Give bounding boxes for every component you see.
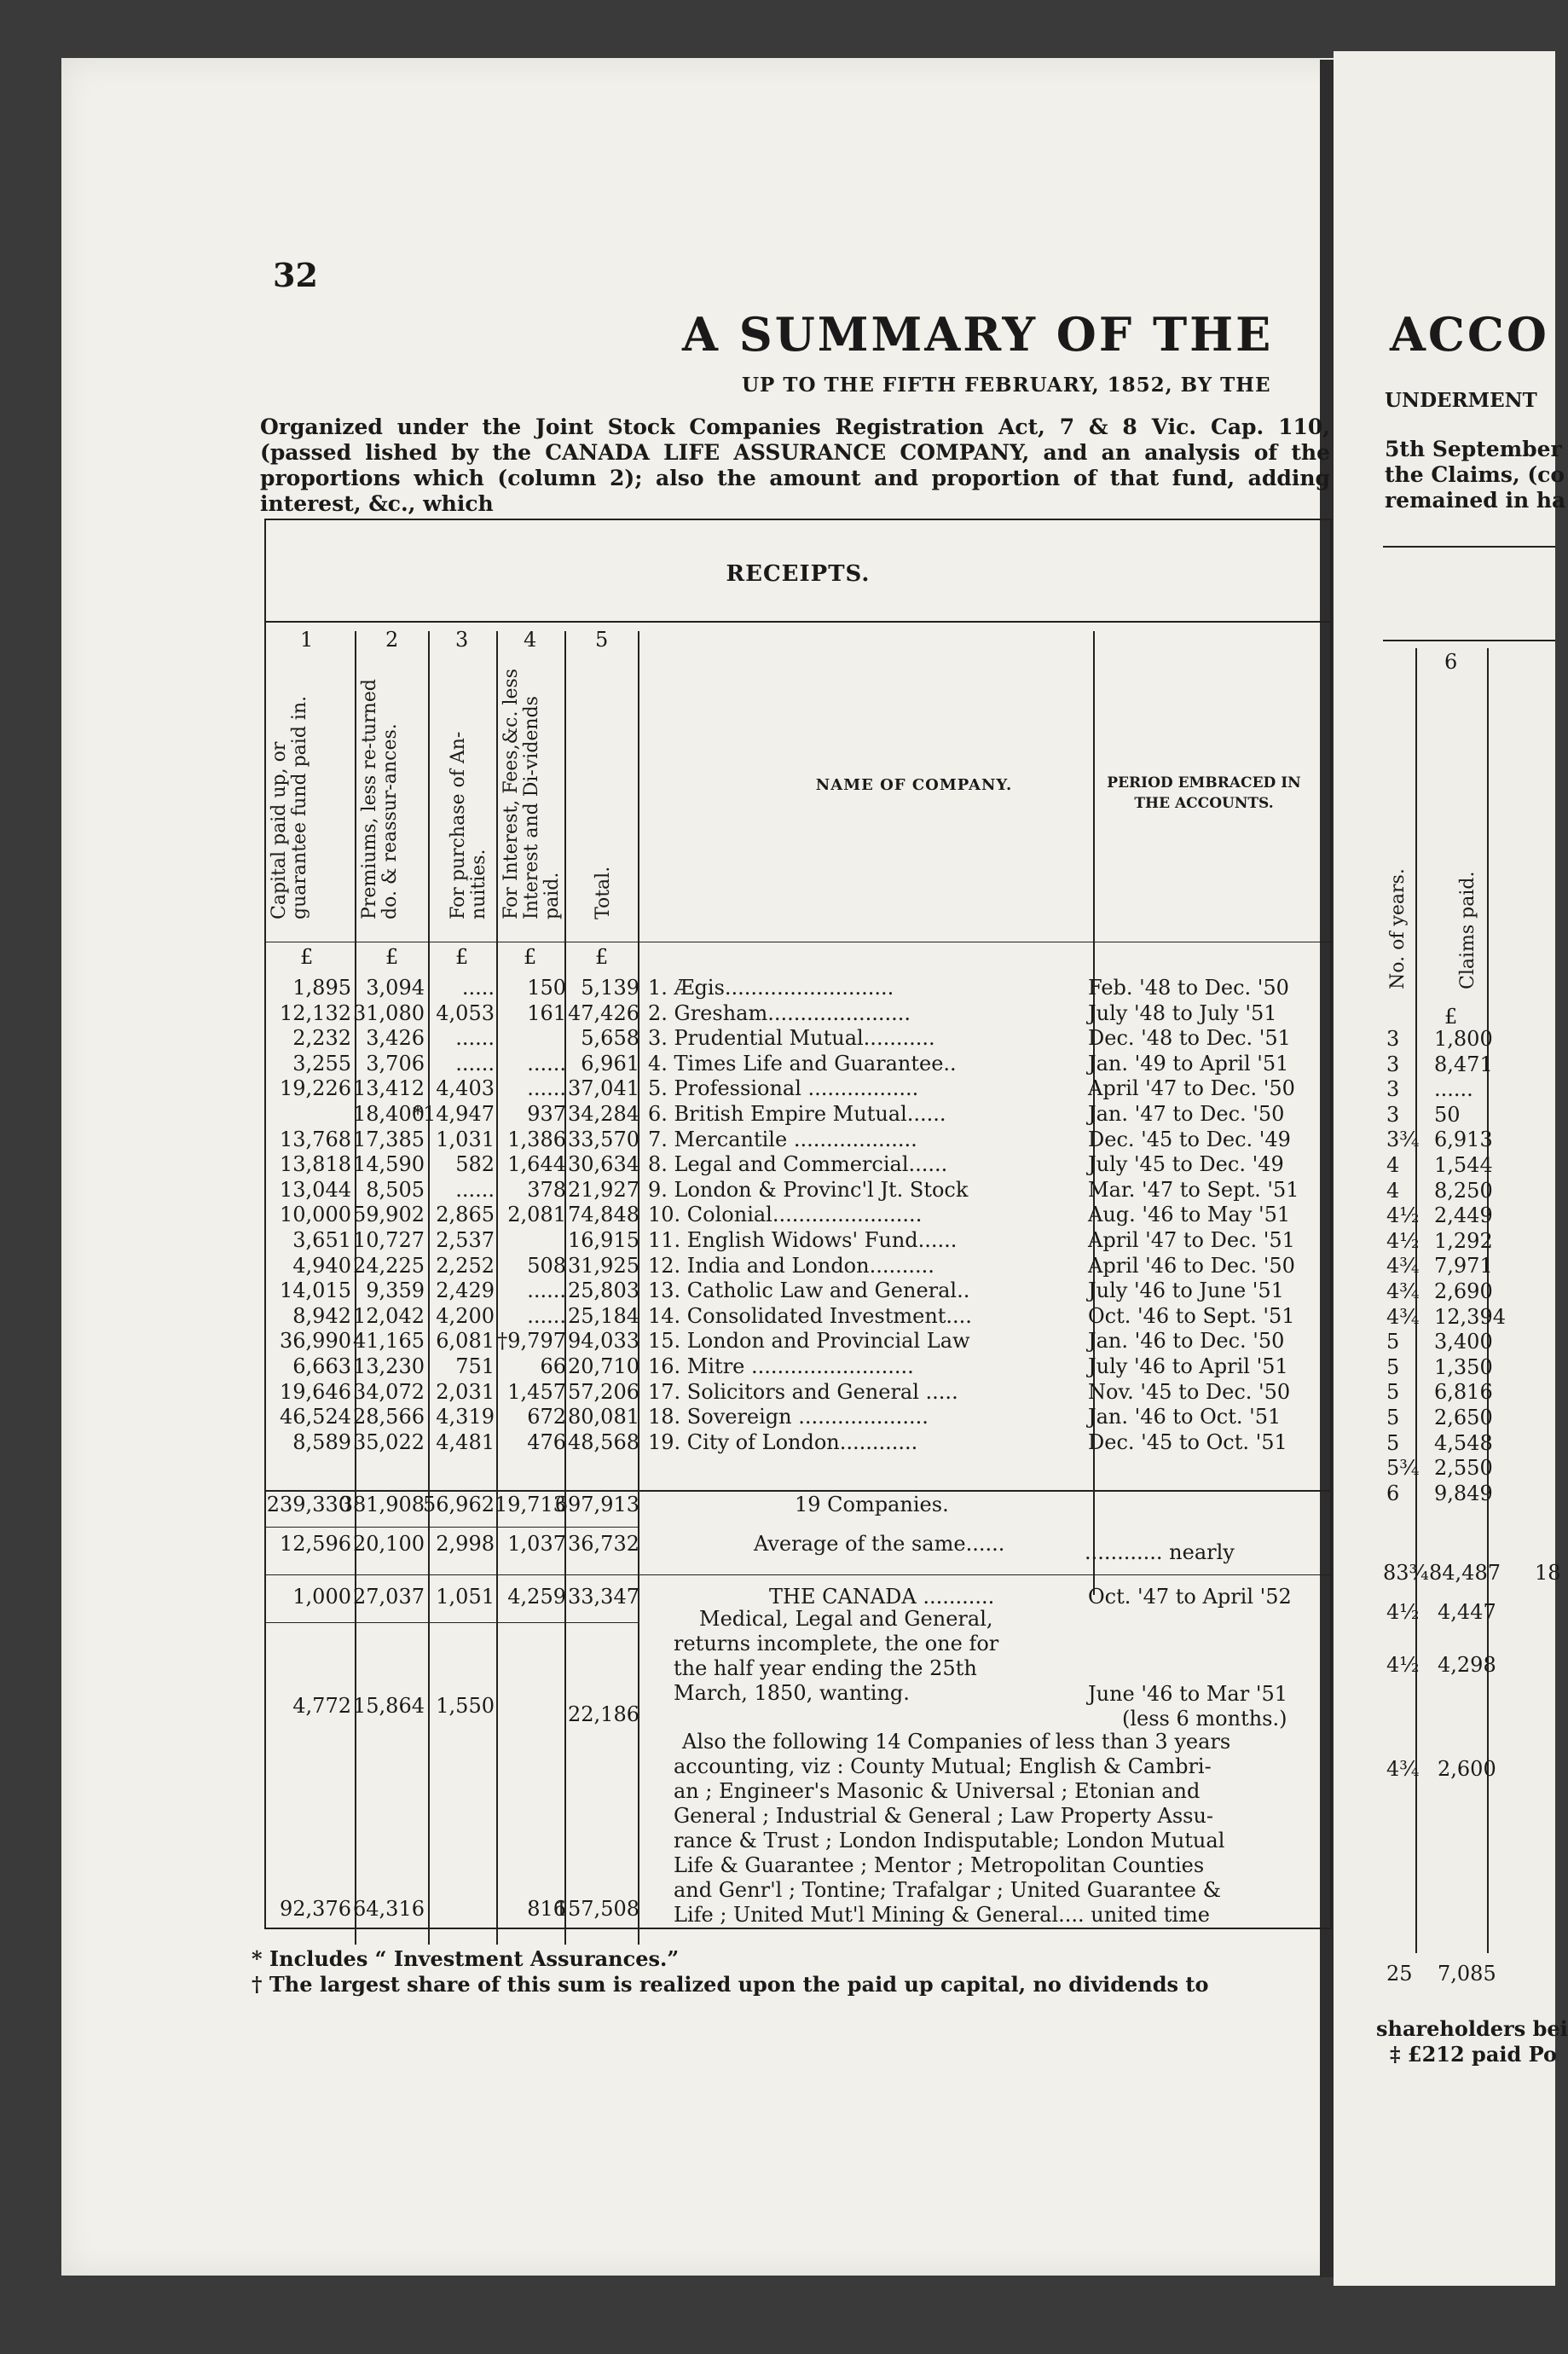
- right-claims-cell: 2,449: [1434, 1203, 1493, 1228]
- cell-c2: 59,902: [353, 1203, 425, 1227]
- cell-c4: 1,386: [507, 1127, 566, 1151]
- right-header-claims: Claims paid.: [1457, 871, 1478, 989]
- cell-c5: 31,925: [568, 1253, 639, 1278]
- company-name: 6. British Empire Mutual......: [648, 1102, 946, 1126]
- right-total-years: 83¾: [1383, 1561, 1429, 1585]
- right-column-number: 6: [1444, 650, 1458, 674]
- cell-c2: 28,566: [353, 1405, 425, 1429]
- period: Mar. '47 to Sept. '51: [1088, 1177, 1299, 1202]
- right-claims-cell: 9,849: [1434, 1481, 1493, 1505]
- average-period: ............ nearly: [1085, 1540, 1235, 1564]
- cell-c4: ......: [527, 1076, 566, 1101]
- canada-c3: 1,051: [436, 1585, 495, 1609]
- period: Jan. '46 to Dec. '50: [1088, 1329, 1285, 1354]
- canada-row: [266, 1585, 1330, 1609]
- right-years-cell: 3: [1386, 1052, 1400, 1076]
- right-years-cell: 5: [1386, 1430, 1400, 1455]
- cell-c5: 37,041: [568, 1076, 639, 1101]
- right-years-cell: 4: [1386, 1178, 1400, 1203]
- average-rule: [266, 1527, 638, 1528]
- cell-c1: 3,651: [292, 1228, 351, 1252]
- total-c4: 19,713: [495, 1493, 566, 1516]
- right-foot-line: ‡ £212 paid Po: [1390, 2042, 1558, 2067]
- table-row: [266, 1152, 1330, 1177]
- average-c1: 12,596: [280, 1532, 351, 1556]
- right-years-cell: 4½: [1386, 1203, 1420, 1228]
- cell-c3: 2,252: [436, 1253, 495, 1278]
- right-claims-cell: 6,816: [1434, 1380, 1493, 1405]
- medical-c2: 15,864: [353, 1694, 425, 1718]
- cell-c4: ......: [527, 1303, 566, 1328]
- column-number: 1: [300, 628, 314, 652]
- cell-c1: 13,768: [280, 1127, 351, 1151]
- period: April '47 to Dec. '51: [1088, 1228, 1295, 1252]
- cell-c1: 4,940: [292, 1253, 351, 1278]
- cell-c5: 16,915: [568, 1228, 639, 1252]
- cell-c4: 161: [527, 1000, 566, 1025]
- period: July '45 to Dec. '49: [1088, 1152, 1284, 1177]
- cell-c5: 74,848: [568, 1203, 639, 1227]
- company-name: 1. Ægis..........................: [648, 976, 894, 1000]
- table-row: [266, 1254, 1330, 1278]
- cell-c1: 6,663: [292, 1354, 351, 1378]
- right-intro-line: 5th September: [1385, 437, 1562, 461]
- medical-c5: 22,186: [568, 1702, 639, 1726]
- cell-c2: 24,225: [353, 1253, 425, 1278]
- column-header: Total.: [593, 866, 614, 919]
- period: July '46 to April '51: [1088, 1354, 1288, 1378]
- right-years-cell: 5: [1386, 1406, 1400, 1429]
- cell-c3: 4,053: [436, 1000, 495, 1025]
- table-rule: [266, 621, 1330, 623]
- right-years-cell: 5: [1386, 1354, 1400, 1379]
- company-name: 18. Sovereign ....................: [648, 1405, 929, 1429]
- cell-c2: 9,359: [366, 1278, 425, 1303]
- right-claims-cell: 8,471: [1434, 1052, 1493, 1076]
- right-claims-cell: 1,800: [1434, 1027, 1493, 1051]
- cell-c5: 47,426: [568, 1000, 639, 1025]
- column-header: Premiums, less re-turned do. & reassur-ances.: [359, 679, 401, 919]
- last-c4: 816: [527, 1897, 566, 1921]
- period: July '46 to June '51: [1088, 1278, 1284, 1303]
- right-years-cell: 4¾: [1386, 1304, 1420, 1329]
- right-claims-cell: 1,350: [1434, 1354, 1493, 1379]
- right-last-claims: 7,085: [1438, 1962, 1496, 1986]
- totals-rule: [266, 1490, 1330, 1492]
- right-years-cell: 3: [1386, 1027, 1400, 1051]
- table-row: [266, 1178, 1330, 1203]
- right-total-extra: 18: [1535, 1561, 1561, 1585]
- table-row: [266, 976, 1330, 1000]
- total-c1: 239,330: [266, 1493, 351, 1516]
- right-foot-line: shareholders bei: [1376, 2016, 1568, 2041]
- right-canada-years: 4½: [1386, 1653, 1420, 1677]
- right-intro-line: the Claims, (co: [1385, 462, 1565, 487]
- cell-c1: 10,000: [280, 1203, 351, 1227]
- cell-c2: 14,590: [353, 1152, 425, 1177]
- average-row: [266, 1532, 1330, 1564]
- cell-c3: 4,200: [436, 1303, 495, 1328]
- right-last-years: 25: [1386, 1962, 1413, 1986]
- cell-c5: 25,184: [568, 1303, 639, 1328]
- cell-c4: 476: [527, 1429, 566, 1454]
- name-header: NAME OF COMPANY.: [815, 776, 1013, 794]
- cell-c5: 80,081: [568, 1405, 639, 1429]
- cell-c1: 14,015: [280, 1278, 351, 1303]
- receipts-table: [264, 519, 1332, 1929]
- cell-c4: 150: [527, 976, 566, 1000]
- page-number: 32: [273, 256, 318, 294]
- column-number: 5: [595, 628, 609, 652]
- right-claims-cell: ......: [1434, 1077, 1473, 1102]
- period: Jan. '49 to April '51: [1088, 1051, 1289, 1076]
- cell-c2: 3,706: [366, 1051, 425, 1076]
- right-title: ACCO: [1390, 307, 1549, 362]
- period-header: PERIOD EMBRACED IN THE ACCOUNTS.: [1107, 774, 1301, 812]
- cell-c4: ......: [527, 1051, 566, 1076]
- right-claims-cell: 1,292: [1434, 1228, 1493, 1253]
- cell-c3: .....: [461, 976, 495, 1000]
- right-claims-cell: 12,394: [1434, 1304, 1506, 1329]
- canada-period: Oct. '47 to April '52: [1088, 1585, 1292, 1609]
- cell-c3: 751: [455, 1354, 495, 1378]
- right-claims-cell: 6,913: [1434, 1128, 1493, 1152]
- pound-sign: £: [455, 945, 469, 969]
- period: July '48 to July '51: [1088, 1000, 1277, 1025]
- cell-c1: 36,990: [280, 1329, 351, 1354]
- total-c2: 381,908: [339, 1493, 425, 1516]
- company-name: 9. London & Provinc'l Jt. Stock: [648, 1177, 969, 1202]
- cell-c5: 25,803: [568, 1278, 639, 1303]
- right-years-cell: 5: [1386, 1380, 1400, 1405]
- cell-c5: 6,961: [581, 1051, 639, 1076]
- total-name: 19 Companies.: [795, 1493, 949, 1516]
- cell-c3: 2,429: [436, 1278, 495, 1303]
- column-header: Capital paid up, or guarantee fund paid in.: [269, 695, 310, 919]
- period: April '46 to Dec. '50: [1088, 1253, 1295, 1278]
- company-name: 11. English Widows' Fund......: [648, 1228, 958, 1252]
- medical-c1: 4,772: [292, 1694, 351, 1718]
- cell-c5: 33,570: [568, 1127, 639, 1151]
- company-name: 7. Mercantile ...................: [648, 1127, 917, 1151]
- cell-c3: 2,537: [436, 1228, 495, 1252]
- also-paragraph: Also the following 14 Companies of less than 3 years accounting, viz : County Mutual; English & Cambri- an ; Engineer's Masonic & Universal ; Etonian and General ; Industrial & General ; Law Property Assu- rance & Trust ; London Indisputable; London Mutual Life & Guarantee ; Mentor ; Metropolitan Counties and Genr'l ; Tontine; Trafalgar ; United Guarantee & Life ; United Mut'l Mining & General.... united time: [674, 1730, 1231, 1927]
- footnote-1: * Includes “ Investment Assurances.”: [252, 1946, 680, 1971]
- cell-c1: 19,226: [280, 1076, 351, 1101]
- cell-c3: 2,031: [436, 1379, 495, 1404]
- cell-c4: 508: [527, 1253, 566, 1278]
- cell-c5: 5,658: [581, 1026, 639, 1051]
- company-name: 12. India and London..........: [648, 1253, 934, 1278]
- period: Dec. '48 to Dec. '51: [1088, 1026, 1291, 1051]
- cell-c1: 12,132: [280, 1000, 351, 1025]
- right-years-cell: 4¾: [1386, 1279, 1420, 1303]
- cell-c3: 4,403: [436, 1076, 495, 1101]
- right-total-claims: 84,487: [1429, 1561, 1501, 1585]
- cell-c2: 18,400: [353, 1102, 425, 1126]
- cell-c4: †9,797: [497, 1329, 566, 1354]
- average-c2: 20,100: [353, 1532, 425, 1556]
- cell-c3: ......: [455, 1026, 495, 1051]
- table-row: [266, 1026, 1330, 1051]
- table-row: [266, 1354, 1330, 1379]
- company-name: 14. Consolidated Investment....: [648, 1303, 972, 1328]
- cell-c3: 582: [455, 1152, 495, 1177]
- right-years-cell: 3¾: [1386, 1128, 1420, 1152]
- canada-c1: 1,000: [292, 1585, 351, 1609]
- right-medical-claims: 2,600: [1438, 1757, 1496, 1781]
- right-header-years: No. of years.: [1387, 868, 1409, 989]
- canada-c2: 27,037: [353, 1585, 425, 1609]
- medical-rule: [266, 1622, 638, 1623]
- cell-c1: 13,818: [280, 1152, 351, 1177]
- right-years-cell: 4: [1386, 1153, 1400, 1177]
- cell-c4: 1,457: [507, 1379, 566, 1404]
- company-name: 13. Catholic Law and General..: [648, 1278, 970, 1303]
- period: Nov. '45 to Dec. '50: [1088, 1379, 1291, 1404]
- company-name: 16. Mitre .........................: [648, 1354, 914, 1378]
- table-row: [266, 1203, 1330, 1227]
- cell-c4: 937: [527, 1102, 566, 1126]
- average-c5: 36,732: [568, 1532, 639, 1556]
- right-avg-claims: 4,447: [1438, 1600, 1496, 1624]
- cell-c5: 5,139: [581, 976, 639, 1000]
- table-row: [266, 1405, 1330, 1429]
- medical-name: Medical, Legal and General, returns incomplete, the one for the half year ending the 25th March, 1850, wanting.: [674, 1607, 999, 1705]
- cell-c4: 2,081: [507, 1203, 566, 1227]
- right-years-cell: 5¾: [1386, 1456, 1420, 1481]
- cell-c1: 8,942: [292, 1303, 351, 1328]
- cell-c3: *14,947: [413, 1102, 495, 1126]
- cell-c5: 30,634: [568, 1152, 639, 1177]
- period: Oct. '46 to Sept. '51: [1088, 1303, 1295, 1328]
- period: April '47 to Dec. '50: [1088, 1076, 1295, 1101]
- average-c3: 2,998: [436, 1532, 495, 1556]
- cell-c1: 3,255: [292, 1051, 351, 1076]
- right-claims-cell: 8,250: [1434, 1178, 1493, 1203]
- last-c2: 64,316: [353, 1897, 425, 1921]
- page-title: A SUMMARY OF THE: [682, 307, 1274, 362]
- last-c5: 157,508: [554, 1897, 639, 1921]
- cell-c1: 1,895: [292, 976, 351, 1000]
- column-header: For purchase of An-nuities.: [448, 731, 489, 919]
- pound-sign: £: [385, 945, 399, 969]
- cell-c3: 4,481: [436, 1429, 495, 1454]
- right-table-rule: [1383, 546, 1555, 548]
- page-subtitle: UP TO THE FIFTH FEBRUARY, 1852, BY THE: [742, 374, 1271, 397]
- table-row: [266, 1076, 1330, 1101]
- table-row: [266, 1102, 1330, 1127]
- right-canada-claims: 4,298: [1438, 1653, 1496, 1677]
- table-row: [266, 1052, 1330, 1076]
- cell-c1: 46,524: [280, 1405, 351, 1429]
- right-intro-line: remained in ha: [1385, 488, 1566, 513]
- company-name: 15. London and Provincial Law: [648, 1329, 970, 1354]
- column-header: For Interest, Fees,&c. less Interest and Di-vidends paid.: [500, 668, 563, 919]
- company-name: 19. City of London............: [648, 1429, 918, 1454]
- last-row: [266, 1897, 1330, 1922]
- company-name: 5. Professional .................: [648, 1076, 919, 1101]
- cell-c2: 8,505: [366, 1177, 425, 1202]
- cell-c2: 13,230: [353, 1354, 425, 1378]
- pound-sign: £: [524, 945, 537, 969]
- cell-c2: 31,080: [353, 1000, 425, 1025]
- cell-c2: 35,022: [353, 1429, 425, 1454]
- cell-c4: ......: [527, 1278, 566, 1303]
- right-claims-cell: 7,971: [1434, 1254, 1493, 1278]
- canada-c4: 4,259: [507, 1585, 566, 1609]
- period: Dec. '45 to Oct. '51: [1088, 1429, 1287, 1454]
- cell-c4: 66: [540, 1354, 566, 1378]
- last-c1: 92,376: [280, 1897, 351, 1921]
- right-claims-cell: 2,550: [1434, 1456, 1493, 1481]
- cell-c5: 57,206: [568, 1379, 639, 1404]
- period: Jan. '47 to Dec. '50: [1088, 1102, 1285, 1126]
- period: Feb. '48 to Dec. '50: [1088, 976, 1289, 1000]
- column-number: 3: [455, 628, 469, 652]
- cell-c5: 20,710: [568, 1354, 639, 1378]
- table-row: [266, 1304, 1330, 1329]
- right-page: [1334, 51, 1568, 2286]
- table-row: [266, 1001, 1330, 1026]
- company-name: 4. Times Life and Guarantee..: [648, 1051, 957, 1076]
- table-row: [266, 1228, 1330, 1253]
- pound-sign: £: [595, 945, 609, 969]
- cell-c5: 34,284: [568, 1102, 639, 1126]
- total-c3: 56,962: [423, 1493, 495, 1516]
- right-claims-cell: 2,650: [1434, 1406, 1493, 1429]
- cell-c2: 3,094: [366, 976, 425, 1000]
- column-number: 4: [524, 628, 537, 652]
- company-name: 17. Solicitors and General .....: [648, 1379, 958, 1404]
- right-avg-years: 4½: [1386, 1600, 1420, 1624]
- right-claims-cell: 3,400: [1434, 1330, 1493, 1354]
- cell-c5: 48,568: [568, 1429, 639, 1454]
- column-number: 2: [385, 628, 399, 652]
- right-claims-cell: 2,690: [1434, 1279, 1493, 1303]
- canada-c5: 33,347: [568, 1585, 639, 1609]
- right-years-cell: 5: [1386, 1330, 1400, 1354]
- cell-c3: 2,865: [436, 1203, 495, 1227]
- period: Jan. '46 to Oct. '51: [1088, 1405, 1282, 1429]
- cell-c1: 8,589: [292, 1429, 351, 1454]
- right-subtitle: UNDERMENT: [1385, 389, 1537, 412]
- cell-c5: 94,033: [568, 1329, 639, 1354]
- right-claims-cell: 50: [1434, 1102, 1461, 1127]
- cell-c1: 19,646: [280, 1379, 351, 1404]
- table-row: [266, 1380, 1330, 1405]
- cell-c3: ......: [455, 1177, 495, 1202]
- cell-c3: ......: [455, 1051, 495, 1076]
- cell-c3: 4,319: [436, 1405, 495, 1429]
- cell-c1: 2,232: [292, 1026, 351, 1051]
- cell-c2: 41,165: [353, 1329, 425, 1354]
- canada-name: THE CANADA ...........: [769, 1585, 995, 1609]
- company-name: 2. Gresham......................: [648, 1000, 911, 1025]
- cell-c1: 13,044: [280, 1177, 351, 1202]
- company-name: 3. Prudential Mutual...........: [648, 1026, 935, 1051]
- average-c4: 1,037: [507, 1532, 566, 1556]
- company-name: 8. Legal and Commercial......: [648, 1152, 948, 1177]
- medical-c3: 1,550: [436, 1694, 495, 1718]
- right-pound-sign: £: [1444, 1005, 1458, 1029]
- right-table-rule: [1383, 640, 1555, 641]
- cell-c2: 12,042: [353, 1303, 425, 1328]
- table-row: [266, 1329, 1330, 1354]
- period: Aug. '46 to May '51: [1088, 1203, 1291, 1227]
- cell-c4: 378: [527, 1177, 566, 1202]
- right-years-cell: 4½: [1386, 1228, 1420, 1253]
- total-c5: 697,913: [554, 1493, 639, 1516]
- right-claims-cell: 1,544: [1434, 1153, 1493, 1177]
- section-heading: RECEIPTS.: [726, 561, 871, 587]
- cell-c3: 6,081: [436, 1329, 495, 1354]
- totals-row: [266, 1493, 1330, 1517]
- average-name: Average of the same......: [754, 1532, 1005, 1556]
- right-years-cell: 4¾: [1386, 1254, 1420, 1278]
- cell-c2: 10,727: [353, 1228, 425, 1252]
- footnote-2: † The largest share of this sum is realized upon the paid up capital, no dividends to: [252, 1972, 1209, 1997]
- table-row: [266, 1278, 1330, 1303]
- cell-c2: 13,412: [353, 1076, 425, 1101]
- intro-paragraph: Organized under the Joint Stock Companies Registration Act, 7 & 8 Vic. Cap. 110, (passed lished by the CANADA LIFE ASSURANCE COMPANY, and an analysis of the proportions which (column 2); also the amount and proportion of that fund, adding interest, &c., which: [260, 415, 1330, 516]
- canada-rule: [266, 1574, 1330, 1575]
- table-row: [266, 1128, 1330, 1152]
- cell-c2: 17,385: [353, 1127, 425, 1151]
- right-years-cell: 3: [1386, 1102, 1400, 1127]
- cell-c4: 672: [527, 1405, 566, 1429]
- right-claims-cell: 4,548: [1434, 1430, 1493, 1455]
- right-years-cell: 6: [1386, 1481, 1400, 1505]
- company-name: 10. Colonial.......................: [648, 1203, 923, 1227]
- cell-c2: 3,426: [366, 1026, 425, 1051]
- medical-period: June '46 to Mar '51 (less 6 months.): [1088, 1682, 1287, 1731]
- cell-c2: 34,072: [353, 1379, 425, 1404]
- right-years-cell: 3: [1386, 1077, 1400, 1102]
- pound-sign: £: [300, 945, 314, 969]
- cell-c5: 21,927: [568, 1177, 639, 1202]
- right-medical-years: 4¾: [1386, 1757, 1420, 1781]
- cell-c3: 1,031: [436, 1127, 495, 1151]
- period: Dec. '45 to Dec. '49: [1088, 1127, 1291, 1151]
- table-row: [266, 1430, 1330, 1455]
- cell-c4: 1,644: [507, 1152, 566, 1177]
